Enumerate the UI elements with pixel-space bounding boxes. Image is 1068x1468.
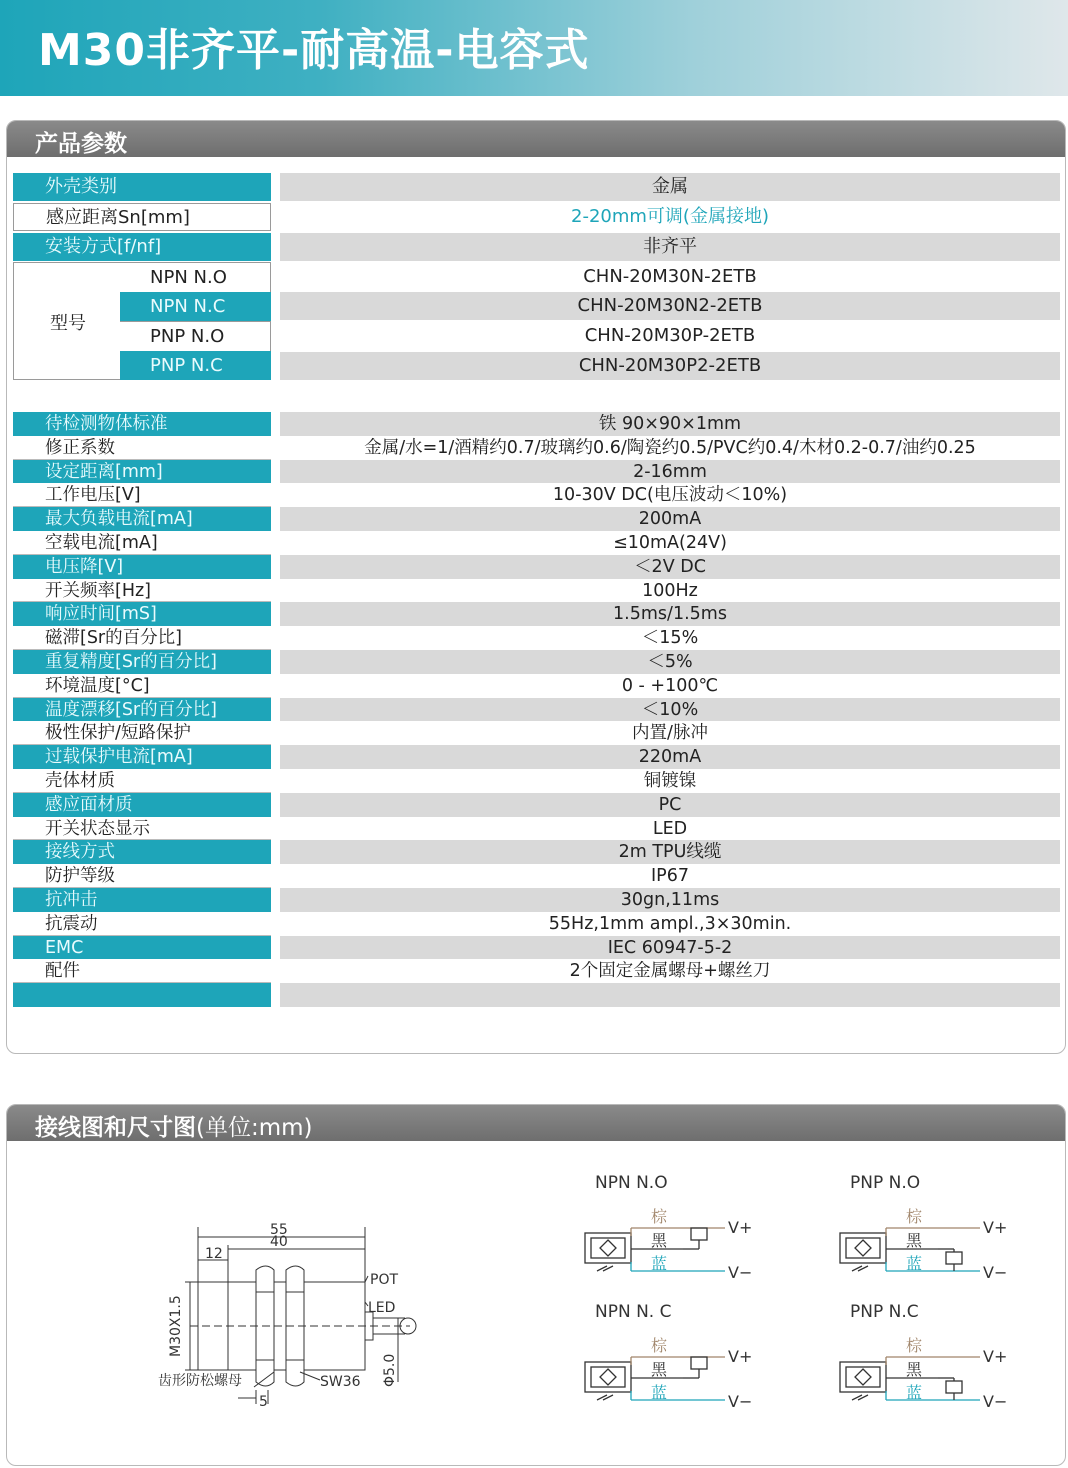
model-number: CHN-20M30N2-2ETB	[280, 292, 1060, 320]
wire-black-label: 黑	[906, 1360, 923, 1379]
wiring-title: PNP N.C	[850, 1302, 919, 1322]
wire-brown-label: 棕	[906, 1207, 923, 1226]
spec-value	[280, 983, 1060, 1007]
spec-value: PC	[280, 793, 1060, 817]
model-label-cell	[13, 262, 121, 380]
dim-40: 40	[270, 1234, 288, 1250]
spec-row	[13, 436, 1060, 460]
spec-row	[13, 959, 1060, 983]
spec-label: 空载电流[mA]	[13, 531, 271, 555]
spec-value: 200mA	[280, 507, 1060, 531]
spec-value: 0 - +100℃	[280, 674, 1060, 698]
model-number: CHN-20M30P2-2ETB	[280, 352, 1060, 380]
v-minus-label: V−	[728, 1263, 753, 1282]
spec-label: 待检测物体标准	[13, 412, 271, 436]
row-value: 2-20mm可调(金属接地)	[280, 203, 1060, 231]
spec-label: 开关频率[Hz]	[13, 579, 271, 603]
row-label: 感应距离Sn[mm]	[13, 203, 271, 231]
table-row	[13, 173, 1060, 201]
spec-row	[13, 412, 1060, 436]
spec-row	[13, 483, 1060, 507]
spec-row	[13, 793, 1060, 817]
spec-value: 铁 90×90×1mm	[280, 412, 1060, 436]
row-value: 非齐平	[280, 233, 1060, 261]
spec-label: 磁滞[Sr的百分比]	[13, 626, 271, 650]
header-banner	[0, 0, 1068, 96]
spec-label: 壳体材质	[13, 769, 271, 793]
spec-row	[13, 840, 1060, 864]
spec-row	[13, 579, 1060, 603]
spec-label: 极性保护/短路保护	[13, 721, 271, 745]
spec-value: ≤10mA(24V)	[280, 531, 1060, 555]
spec-label: 感应面材质	[13, 793, 271, 817]
wire-brown-label: 棕	[906, 1336, 923, 1355]
model-label: 型号	[50, 313, 86, 334]
wiring-diagram	[583, 1299, 763, 1417]
spec-row	[13, 745, 1060, 769]
spec-value: 2-16mm	[280, 460, 1060, 484]
params-panel-header	[7, 121, 1065, 157]
spec-row	[13, 769, 1060, 793]
spec-label: 温度漂移[Sr的百分比]	[13, 698, 271, 722]
wire-black-label: 黑	[906, 1231, 923, 1250]
dim-55: 55	[270, 1222, 288, 1238]
spec-value: 2个固定金属螺母+螺丝刀	[280, 959, 1060, 983]
table-row	[280, 322, 1060, 350]
spec-value: 30gn,11ms	[280, 888, 1060, 912]
row-label: 外壳类别	[13, 173, 271, 201]
spec-row	[13, 817, 1060, 841]
spec-value: ＜15%	[280, 626, 1060, 650]
spec-label: 工作电压[V]	[13, 483, 271, 507]
spec-value: 100Hz	[280, 579, 1060, 603]
spec-row	[13, 460, 1060, 484]
spec-label: 抗冲击	[13, 888, 271, 912]
wire-brown-label: 棕	[651, 1336, 668, 1355]
dim-pot: POT	[370, 1272, 399, 1288]
spec-row	[13, 602, 1060, 626]
spec-row	[13, 626, 1060, 650]
spec-row	[13, 912, 1060, 936]
wire-blue-label: 蓝	[906, 1383, 923, 1402]
wire-black-label: 黑	[651, 1231, 668, 1250]
spec-value: 220mA	[280, 745, 1060, 769]
table-row	[280, 352, 1060, 380]
spec-row	[13, 888, 1060, 912]
params-panel-title: 产品参数	[35, 131, 127, 157]
spec-label: 响应时间[mS]	[13, 602, 271, 626]
dim-sw: SW36	[320, 1374, 361, 1390]
wiring-title: NPN N. C	[595, 1302, 672, 1322]
spec-value: 2m TPU线缆	[280, 840, 1060, 864]
spec-label: 过载保护电流[mA]	[13, 745, 271, 769]
spec-value: IP67	[280, 864, 1060, 888]
spec-value: LED	[280, 817, 1060, 841]
v-minus-label: V−	[728, 1392, 753, 1411]
wiring-title: NPN N.O	[595, 1173, 668, 1193]
dimension-drawing	[150, 1212, 430, 1412]
v-minus-label: V−	[983, 1263, 1008, 1282]
spec-row	[13, 936, 1060, 960]
spec-row	[13, 674, 1060, 698]
spec-label: 抗震动	[13, 912, 271, 936]
v-minus-label: V−	[983, 1392, 1008, 1411]
v-plus-label: V+	[983, 1218, 1008, 1237]
spec-value: 铜镀镍	[280, 769, 1060, 793]
spec-value: IEC 60947-5-2	[280, 936, 1060, 960]
row-value: 金属	[280, 173, 1060, 201]
spec-label: 重复精度[Sr的百分比]	[13, 650, 271, 674]
wiring-title-main: 接线图和尺寸图	[35, 1115, 196, 1141]
spec-value: ＜2V DC	[280, 555, 1060, 579]
spec-value: ＜5%	[280, 650, 1060, 674]
spec-value: 10-30V DC(电压波动＜10%)	[280, 483, 1060, 507]
spec-label: 最大负载电流[mA]	[13, 507, 271, 531]
model-type: NPN N.C	[120, 292, 271, 321]
spec-label: 配件	[13, 959, 271, 983]
wire-blue-label: 蓝	[906, 1254, 923, 1273]
spec-row	[13, 864, 1060, 888]
spec-row	[13, 721, 1060, 745]
wiring-panel-title	[35, 1109, 313, 1142]
spec-label: 修正系数	[13, 436, 271, 460]
spec-row	[13, 531, 1060, 555]
spec-value: 金属/水=1/酒精约0.7/玻璃约0.6/陶瓷约0.5/PVC约0.4/木材0.2-0.7/油约0.25	[280, 436, 1060, 460]
dim-5: 5	[259, 1394, 268, 1410]
wiring-diagram	[838, 1299, 1018, 1417]
wiring-diagram	[838, 1170, 1018, 1288]
table-row	[280, 292, 1060, 320]
dim-thread: M30X1.5	[168, 1295, 184, 1357]
page-title: M30非齐平-耐高温-电容式	[38, 25, 590, 76]
dim-led: LED	[368, 1300, 396, 1316]
table-row	[13, 233, 1060, 261]
spec-label: 设定距离[mm]	[13, 460, 271, 484]
row-label: 安装方式[f/nf]	[13, 233, 271, 261]
spec-label: EMC	[13, 936, 271, 960]
spec-row	[13, 983, 1060, 1007]
spec-label: 开关状态显示	[13, 817, 271, 841]
wiring-title-unit: (单位:mm)	[196, 1115, 313, 1141]
spec-label: 电压降[V]	[13, 555, 271, 579]
spec-row	[13, 507, 1060, 531]
spec-row	[13, 650, 1060, 674]
spec-value: ＜10%	[280, 698, 1060, 722]
wiring-title: PNP N.O	[850, 1173, 921, 1193]
wiring-panel-header	[7, 1105, 1065, 1141]
wire-blue-label: 蓝	[651, 1254, 668, 1273]
dim-nut-label: 齿形防松螺母	[158, 1373, 242, 1389]
spec-label: 防护等级	[13, 864, 271, 888]
wire-black-label: 黑	[651, 1360, 668, 1379]
spec-label: 接线方式	[13, 840, 271, 864]
model-type: PNP N.O	[120, 321, 271, 351]
v-plus-label: V+	[728, 1218, 753, 1237]
table-row	[13, 203, 1060, 231]
model-type: NPN N.O	[120, 262, 271, 292]
wire-blue-label: 蓝	[651, 1383, 668, 1402]
spec-row	[13, 698, 1060, 722]
dim-phi: Φ5.0	[382, 1353, 398, 1387]
model-type: PNP N.C	[120, 351, 271, 380]
spec-row	[13, 555, 1060, 579]
v-plus-label: V+	[728, 1347, 753, 1366]
model-number: CHN-20M30N-2ETB	[280, 263, 1060, 291]
spec-label	[13, 983, 271, 1007]
spec-value: 1.5ms/1.5ms	[280, 602, 1060, 626]
v-plus-label: V+	[983, 1347, 1008, 1366]
model-number: CHN-20M30P-2ETB	[280, 322, 1060, 350]
spec-label: 环境温度[°C]	[13, 674, 271, 698]
spec-value: 内置/脉冲	[280, 721, 1060, 745]
wire-brown-label: 棕	[651, 1207, 668, 1226]
dim-12: 12	[205, 1246, 223, 1262]
spec-value: 55Hz,1mm ampl.,3×30min.	[280, 912, 1060, 936]
table-row	[280, 263, 1060, 291]
wiring-diagram	[583, 1170, 763, 1288]
